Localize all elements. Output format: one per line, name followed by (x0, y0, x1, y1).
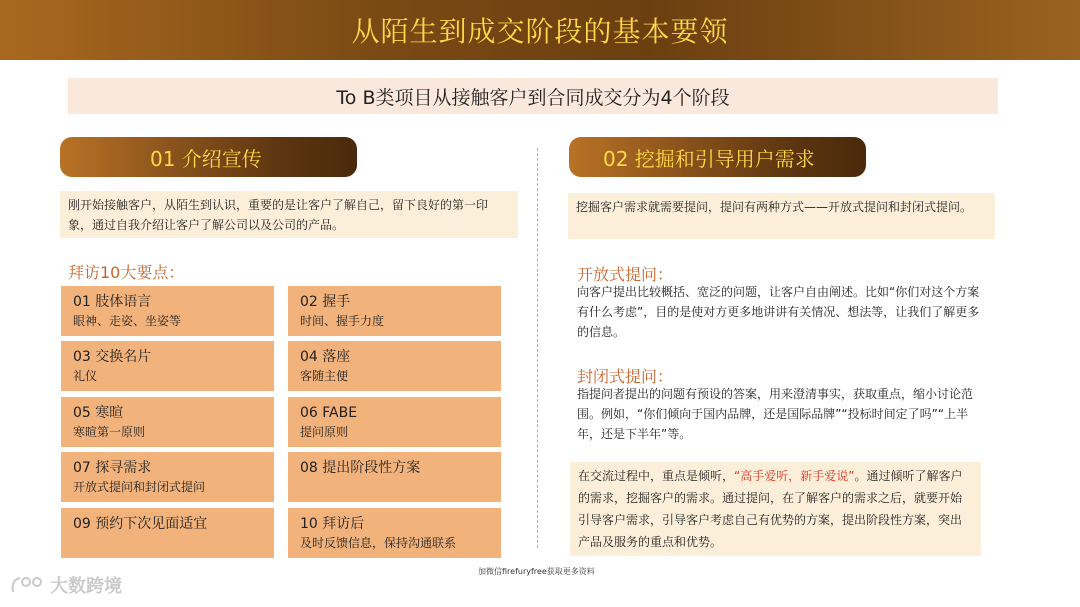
summary-highlight: “高手爱听，新手爱说” (734, 469, 855, 483)
title-bar (0, 0, 1080, 60)
visit-point-05 (61, 397, 274, 447)
stage-01-label: 01 介绍宣传 (150, 146, 262, 171)
summary-pre: 在交流过程中，重点是倾听， (578, 469, 735, 483)
visit-point-04 (288, 341, 501, 391)
visit-point-title: 03 交换名片 (73, 349, 152, 365)
visit-point-title: 07 探寻需求 (73, 460, 152, 476)
summary-post: 。通过倾听了解客户的需求，挖掘客户的需求。通过提问，在了解客户的需求之后，就要开始引导客户需求，引导客户考虑自己有优势的方案，提出阶段性方案，突出产品及服务的重点和优势。 (578, 469, 963, 549)
visit-points-heading: 拜访10大要点： (68, 263, 185, 282)
visit-point-sub: 时间、握手力度 (300, 314, 385, 328)
visit-point-07 (61, 452, 274, 502)
visit-point-sub: 寒暄第一原则 (73, 425, 146, 439)
visit-point-title: 10 拜访后 (300, 516, 365, 532)
visit-point-title: 01 肢体语言 (73, 294, 152, 310)
visit-point-02 (288, 286, 501, 336)
open-question-text: 向客户提出比较概括、宽泛的问题，让客户自由阐述。比如“你们对这个方案有什么考虑”，目的是使对方更多地讲讲有关情况、想法等，让我们了解更多的信息。 (577, 285, 980, 339)
watermark-logo-icon (10, 574, 46, 596)
closed-question-heading: 封闭式提问： (577, 367, 674, 386)
watermark (10, 572, 122, 598)
visit-point-title: 04 落座 (300, 349, 351, 365)
visit-point-title: 08 提出阶段性方案 (300, 460, 421, 476)
visit-point-01 (61, 286, 274, 336)
stage-02-pill (569, 137, 866, 177)
visit-point-sub: 提问原则 (300, 425, 349, 439)
watermark-text: 大数跨境 (50, 576, 122, 597)
footer-note: 加微信firefuryfree获取更多资料 (478, 567, 595, 576)
visit-point-title: 05 寒暄 (73, 405, 124, 421)
visit-point-title: 02 握手 (300, 294, 351, 310)
visit-point-sub: 客随主便 (300, 369, 349, 383)
visit-point-title: 09 预约下次见面适宜 (73, 516, 208, 532)
stage-02-intro: 挖掘客户需求就需要提问，提问有两种方式——开放式提问和封闭式提问。 (568, 193, 995, 239)
subtitle-banner (68, 78, 998, 114)
stage-02-label: 02 挖掘和引导用户需求 (603, 146, 815, 171)
visit-point-sub: 礼仪 (73, 369, 98, 383)
summary-box (570, 462, 981, 556)
visit-point-title: 06 FABE (300, 405, 358, 421)
closed-question-text: 指提问者提出的问题有预设的答案，用来澄清事实，获取重点，缩小讨论范围。例如，“你们倾向于国内品牌，还是国际品牌”“投标时间定了吗”“上半年，还是下半年”等。 (577, 387, 974, 441)
visit-point-sub: 开放式提问和封闭式提问 (73, 480, 206, 494)
visit-point-09 (61, 508, 274, 558)
visit-point-08 (288, 452, 501, 502)
column-divider (537, 148, 538, 548)
stage-01-intro: 刚开始接触客户，从陌生到认识，重要的是让客户了解自己，留下良好的第一印象，通过自我介绍让客户了解公司以及公司的产品。 (60, 191, 518, 238)
visit-point-06 (288, 397, 501, 447)
visit-point-sub: 眼神、走姿、坐姿等 (73, 314, 182, 328)
visit-point-10 (288, 508, 501, 558)
page-title: 从陌生到成交阶段的基本要领 (351, 15, 729, 48)
visit-point-sub: 及时反馈信息，保持沟通联系 (300, 536, 457, 550)
subtitle: To B类项目从接触客户到合同成交分为4个阶段 (336, 86, 730, 109)
open-question-heading: 开放式提问： (577, 265, 674, 284)
visit-point-03 (61, 341, 274, 391)
stage-01-pill (60, 137, 357, 177)
